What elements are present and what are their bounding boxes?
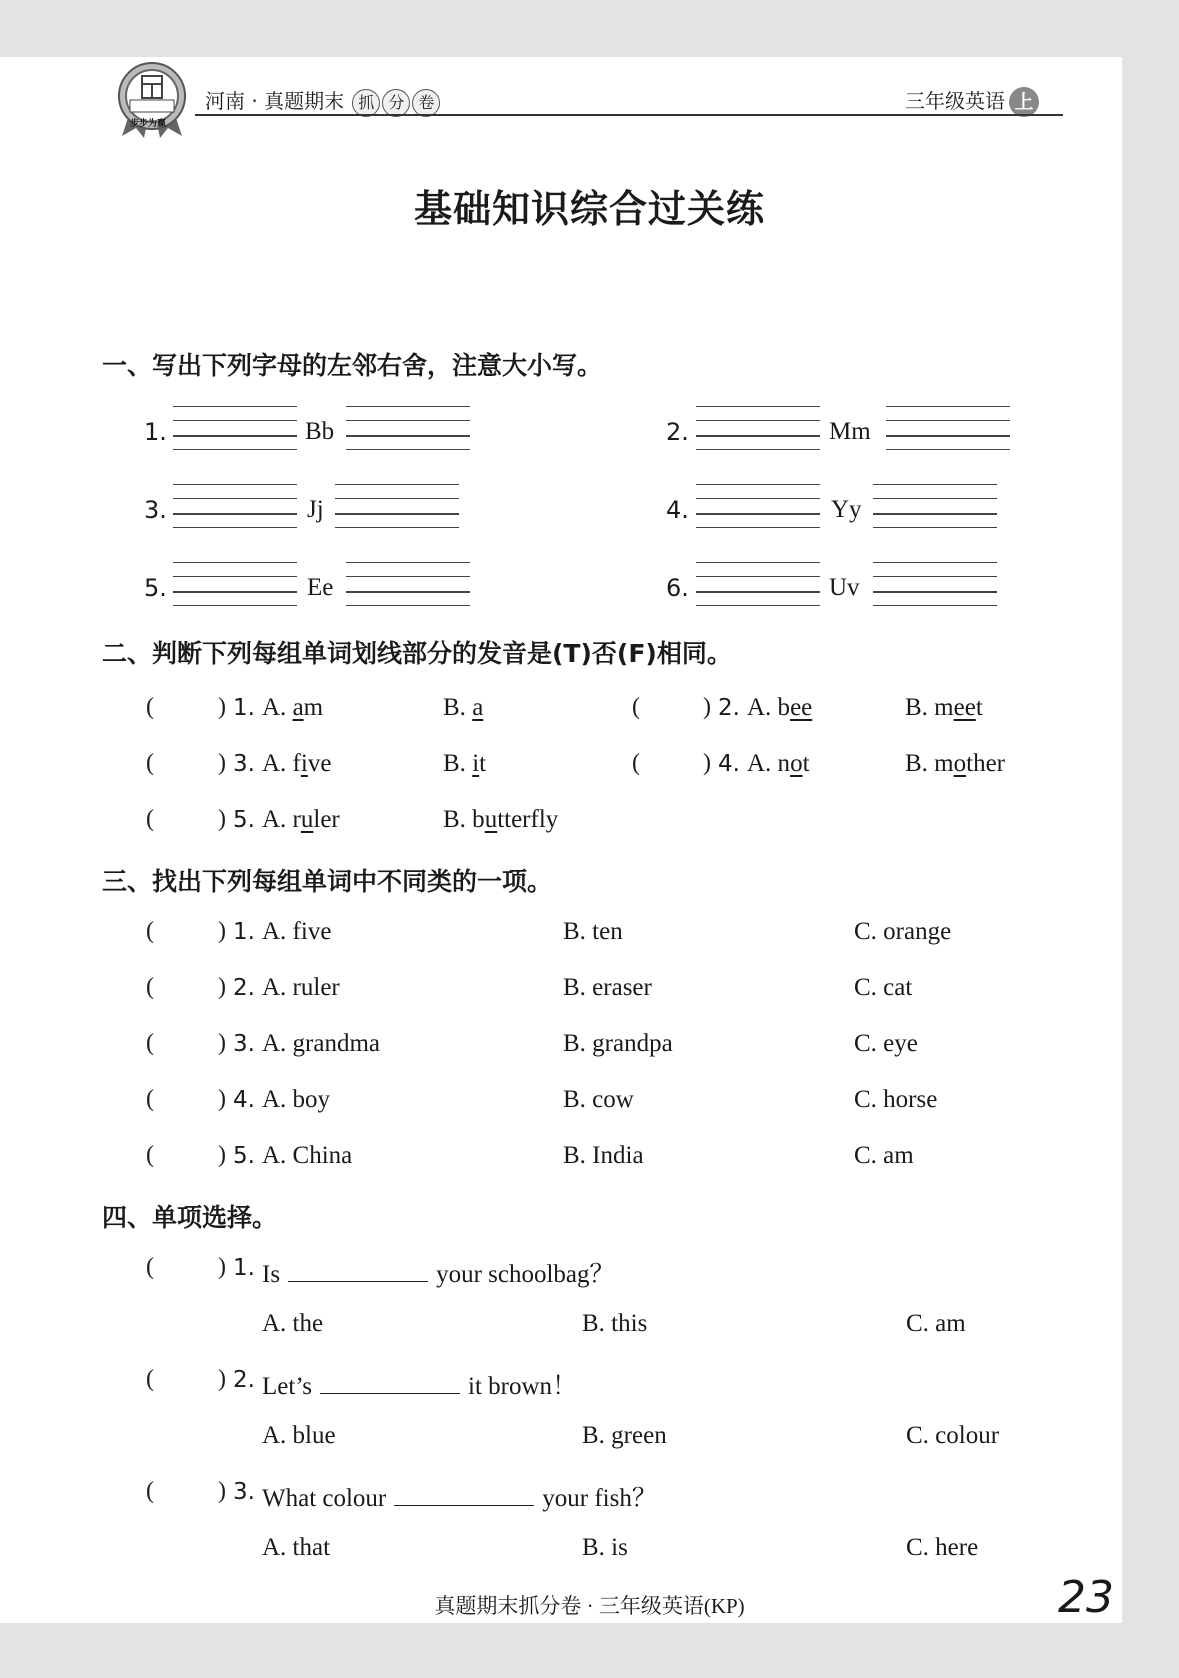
option-text: B. m [905,694,954,721]
underlined-letters: a [292,694,304,721]
option-text: t [479,750,487,777]
answer-paren-close: ) [218,750,226,776]
answer-paren-close: ) [218,1086,226,1112]
option-b [443,750,486,778]
header-series [205,85,440,117]
given-letter: Yy [831,496,862,523]
underlined-letters: o [790,750,803,777]
answer-paren-close: ) [218,1366,226,1392]
underlined-letters: i [300,750,308,777]
item-number: 3. [144,496,167,524]
volume-badge: 上 [1009,87,1039,117]
given-letter: Bb [305,418,335,445]
question-suffix: your schoolbag？ [436,1261,615,1288]
item-number: 3. [233,1479,255,1505]
item-number: 2. [666,418,689,446]
answer-paren-open[interactable]: ( [146,1086,154,1112]
item-number: 3. [233,751,255,777]
option-b: B. grandpa [563,1030,673,1057]
answer-paren-open[interactable]: ( [146,806,154,832]
option-text: A. r [262,806,301,833]
option-b: B. cow [563,1086,634,1113]
option-text: t [802,750,810,777]
answer-paren-close: ) [218,918,226,944]
answer-paren-close: ) [218,1030,226,1056]
question-text [262,1478,657,1514]
header-circle-char: 卷 [412,89,440,117]
fill-blank[interactable] [394,1483,534,1506]
option-a: A. boy [262,1086,331,1113]
option-c: C. cat [854,974,913,1001]
option-text: B. [443,694,473,721]
answer-paren-close: ) [218,1478,226,1504]
option-b: B. this [582,1310,648,1337]
page-footer: 真题期末抓分卷 · 三年级英语(KP) [434,1594,745,1618]
writing-lines[interactable] [873,562,997,606]
answer-paren-open[interactable]: ( [146,750,154,776]
underlined-letters: u [300,806,314,833]
header-grade [905,85,1039,117]
option-c: C. orange [854,918,952,945]
option-b: B. is [582,1534,628,1561]
option-a: A. five [262,918,332,945]
item-number: 1. [233,1255,255,1281]
header-circle-char: 抓 [352,89,380,117]
item-number: 1. [144,418,167,446]
underlined-letters: ee [790,694,813,721]
item-number: 6. [666,574,689,602]
option-text: B. m [905,750,954,777]
given-letter: Ee [307,574,334,601]
option-text: ler [313,806,340,833]
option-text: ther [966,750,1005,777]
option-a [747,694,812,722]
option-b: B. ten [563,918,623,945]
option-b: B. eraser [563,974,652,1001]
section-1-heading: 一、写出下列字母的左邻右舍，注意大小写。 [102,351,603,380]
answer-paren-open[interactable]: ( [632,694,640,720]
option-b [443,694,483,722]
underlined-letters: i [472,750,480,777]
answer-paren-open[interactable]: ( [146,694,154,720]
option-b: B. India [563,1142,644,1169]
answer-paren-open[interactable]: ( [146,918,154,944]
item-number: 2. [233,1367,255,1393]
option-c: C. am [854,1142,914,1169]
question-text [262,1366,577,1402]
item-number: 4. [718,751,740,777]
header-divider [195,114,1063,116]
item-number: 3. [233,1031,255,1057]
option-c: C. eye [854,1030,918,1057]
option-a [262,694,323,722]
writing-lines[interactable] [873,484,997,528]
page-title: 基础知识综合过关练 [413,187,765,231]
option-c: C. here [906,1534,979,1561]
answer-paren-close: ) [218,806,226,832]
answer-paren-close: ) [703,694,711,720]
option-a: A. that [262,1534,331,1561]
section-2-heading: 二、判断下列每组单词划线部分的发音是(T)否(F)相同。 [102,639,732,668]
item-number: 5. [233,807,255,833]
answer-paren-open[interactable]: ( [146,1030,154,1056]
section-3-heading: 三、找出下列每组单词中不同类的一项。 [102,867,553,896]
item-number: 5. [233,1143,255,1169]
item-number: 2. [718,695,740,721]
question-suffix: it brown！ [468,1373,578,1400]
option-a: A. ruler [262,974,340,1001]
given-letter: Jj [307,496,324,523]
section-4-heading: 四、单项选择。 [102,1203,278,1232]
underlined-letters: ee [953,694,976,721]
option-text: A. [262,694,293,721]
writing-lines[interactable] [886,406,1010,450]
answer-paren-close: ) [218,974,226,1000]
question-prefix: Is [262,1261,281,1288]
item-number: 2. [233,975,255,1001]
option-b [905,694,983,722]
option-c: C. colour [906,1422,1000,1449]
option-text: tterfly [497,806,559,833]
question-prefix: What colour [262,1485,387,1512]
option-text: ve [307,750,332,777]
option-a [747,750,810,778]
page-number: 23 [1058,1572,1114,1623]
medal-text: 步步为赢 [130,119,167,129]
answer-paren-open[interactable]: ( [146,1142,154,1168]
option-a: A. China [262,1142,353,1169]
header-series-label: 河南 · 真题期末 [205,89,351,113]
option-a: A. the [262,1310,324,1337]
writing-lines[interactable] [346,562,470,606]
option-text: t [975,694,983,721]
writing-lines[interactable] [696,562,820,606]
answer-paren-open[interactable]: ( [146,1366,154,1392]
item-number: 1. [233,919,255,945]
option-a: A. grandma [262,1030,381,1057]
writing-lines[interactable] [173,484,297,528]
underlined-letters: a [472,694,484,721]
fill-blank[interactable] [320,1371,460,1394]
option-c: C. am [906,1310,966,1337]
given-letter: Mm [829,418,871,445]
option-text: m [303,694,324,721]
writing-lines[interactable] [335,484,459,528]
option-text: B. b [443,806,485,833]
writing-lines[interactable] [346,406,470,450]
answer-paren-close: ) [218,1254,226,1280]
writing-lines[interactable] [173,562,297,606]
question-text [262,1254,615,1290]
writing-lines[interactable] [696,406,820,450]
question-prefix: Let’s [262,1373,312,1400]
option-a: A. blue [262,1422,336,1449]
writing-lines[interactable] [696,484,820,528]
answer-paren-close: ) [218,694,226,720]
option-b [443,806,558,834]
answer-paren-close: ) [703,750,711,776]
option-text: A. b [747,694,791,721]
writing-lines[interactable] [173,406,297,450]
answer-paren-open[interactable]: ( [146,1478,154,1504]
item-number: 1. [233,695,255,721]
option-b: B. green [582,1422,667,1449]
answer-paren-open[interactable]: ( [146,1254,154,1280]
option-text: A. n [747,750,791,777]
option-a [262,750,331,778]
item-number: 4. [233,1087,255,1113]
question-suffix: your fish？ [542,1485,657,1512]
given-letter: Uv [829,574,860,601]
answer-paren-close: ) [218,1142,226,1168]
header-grade-label: 三年级英语 [905,89,1005,113]
fill-blank[interactable] [288,1259,428,1282]
answer-paren-open[interactable]: ( [632,750,640,776]
option-c: C. horse [854,1086,938,1113]
option-text: B. [443,750,473,777]
header-circle-char: 分 [382,89,410,117]
item-number: 4. [666,496,689,524]
underlined-letters: u [484,806,498,833]
answer-paren-open[interactable]: ( [146,974,154,1000]
underlined-letters: o [953,750,967,777]
option-text: A. f [262,750,301,777]
option-b [905,750,1005,778]
item-number: 5. [144,574,167,602]
option-a [262,806,340,834]
